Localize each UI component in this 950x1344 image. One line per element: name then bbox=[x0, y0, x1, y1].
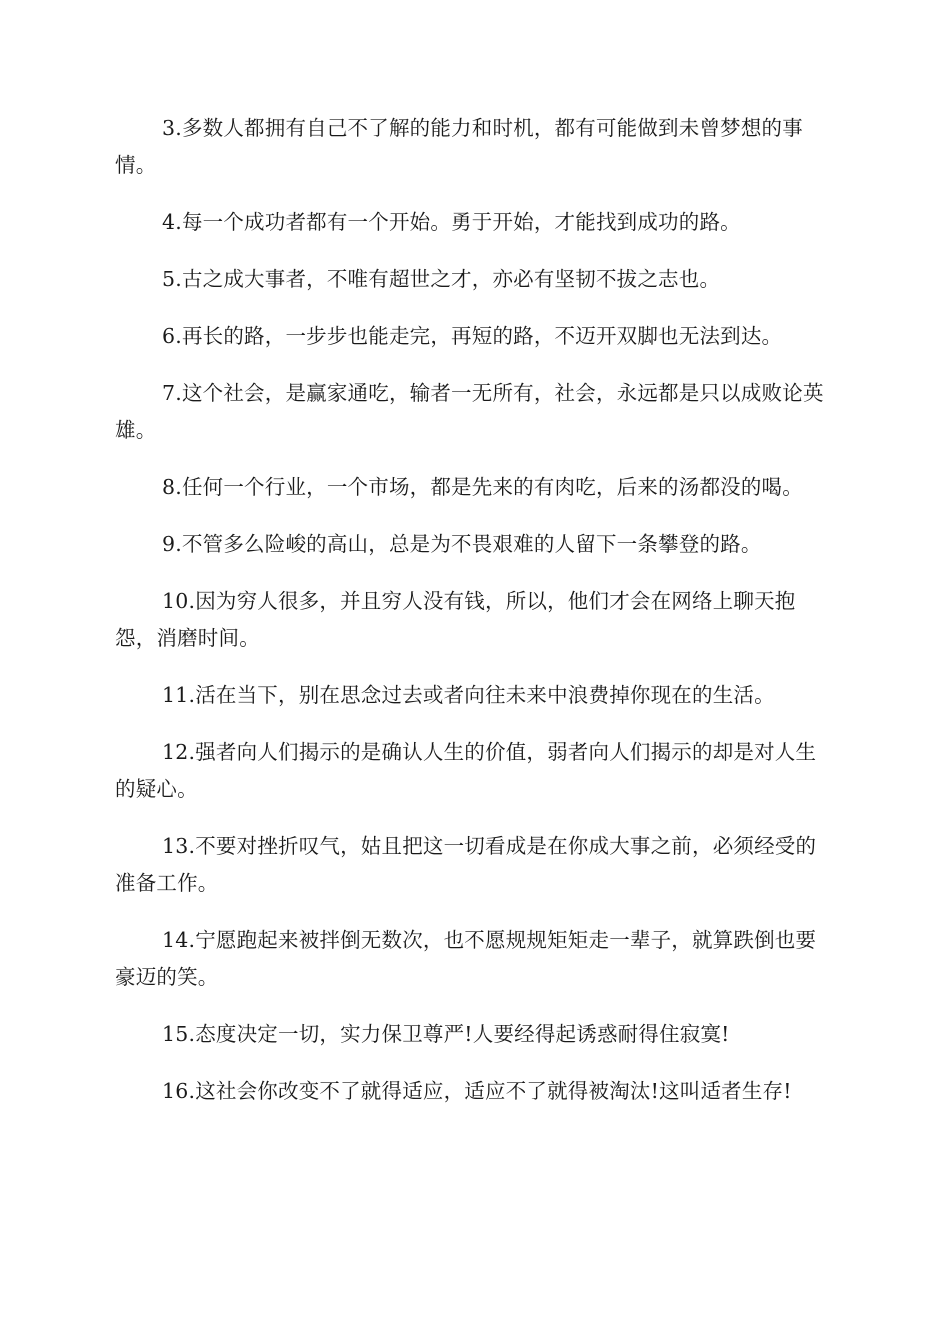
quote-paragraph-12: 12.强者向人们揭示的是确认人生的价值，弱者向人们揭示的却是对人生的疑心。 bbox=[115, 740, 817, 801]
quote-paragraph-13: 13.不要对挫折叹气，姑且把这一切看成是在你成大事之前，必须经受的准备工作。 bbox=[115, 834, 817, 895]
quote-paragraph-6: 6.再长的路，一步步也能走完，再短的路，不迈开双脚也无法到达。 bbox=[162, 324, 783, 348]
quote-paragraph-14: 14.宁愿跑起来被拌倒无数次，也不愿规规矩矩走一辈子，就算跌倒也要豪迈的笑。 bbox=[115, 928, 817, 989]
quote-paragraph-3: 3.多数人都拥有自己不了解的能力和时机，都有可能做到未曾梦想的事情。 bbox=[115, 116, 803, 177]
quote-paragraph-5: 5.古之成大事者，不唯有超世之才，亦必有坚韧不拔之志也。 bbox=[162, 267, 721, 291]
quote-paragraph-11: 11.活在当下，别在思念过去或者向往未来中浪费掉你现在的生活。 bbox=[162, 683, 775, 707]
quote-paragraph-8: 8.任何一个行业，一个市场，都是先来的有肉吃，后来的汤都没的喝。 bbox=[162, 475, 803, 499]
quote-paragraph-7: 7.这个社会，是赢家通吃，输者一无所有，社会，永远都是只以成败论英雄。 bbox=[115, 381, 824, 442]
quote-paragraph-9: 9.不管多么险峻的高山，总是为不畏艰难的人留下一条攀登的路。 bbox=[162, 532, 762, 556]
quote-paragraph-4: 4.每一个成功者都有一个开始。勇于开始，才能找到成功的路。 bbox=[162, 210, 741, 234]
quote-paragraph-10: 10.因为穷人很多，并且穷人没有钱，所以，他们才会在网络上聊天抱怨，消磨时间。 bbox=[115, 589, 796, 650]
document-body bbox=[115, 110, 835, 1130]
quote-paragraph-16: 16.这社会你改变不了就得适应，适应不了就得被淘汰!这叫适者生存! bbox=[162, 1079, 792, 1103]
quote-paragraph-15: 15.态度决定一切，实力保卫尊严!人要经得起诱惑耐得住寂寞! bbox=[162, 1022, 730, 1046]
